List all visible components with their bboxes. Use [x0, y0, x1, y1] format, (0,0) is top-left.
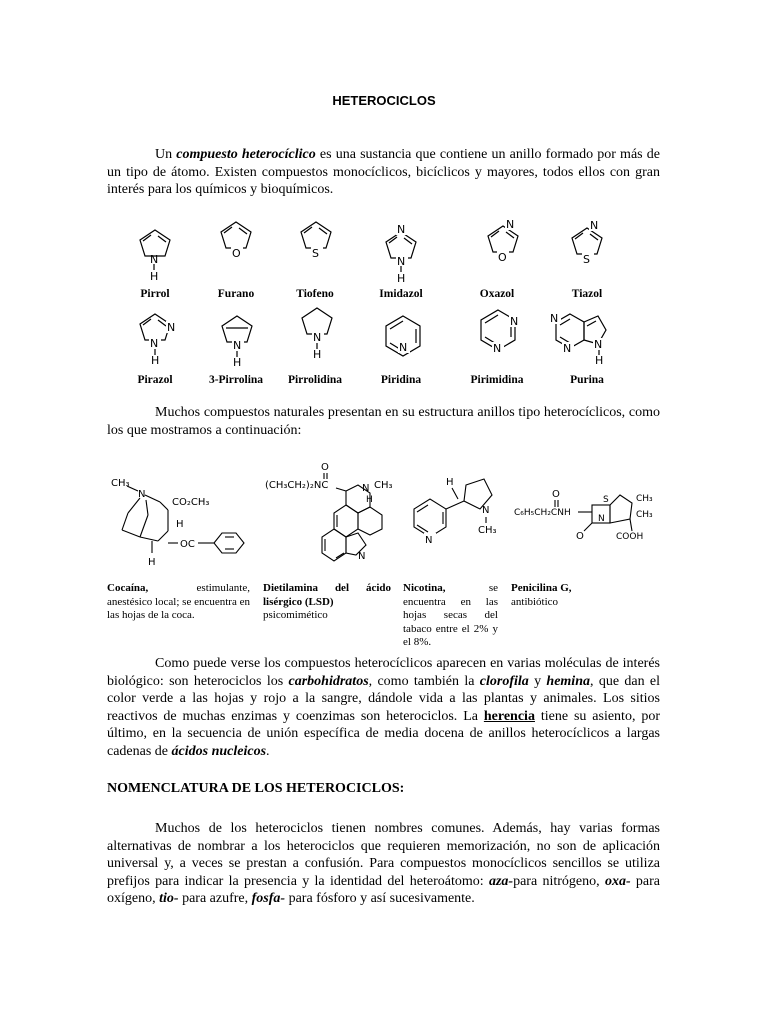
nicotina-caption	[403, 582, 498, 650]
oxazol-n-atom: N	[506, 218, 515, 231]
purina-n-atom-1: N	[550, 312, 559, 325]
purina-structure	[549, 312, 606, 367]
prefix-oxa: oxa-	[604, 873, 631, 889]
caption-name: Penicilina G,	[511, 582, 572, 594]
penicilina-ch3-label-2: CH₃	[636, 510, 653, 520]
ring-label: Tiofeno	[296, 288, 334, 300]
pirrolidina-n-atom: N	[313, 331, 322, 344]
lsd-o-atom: O	[321, 462, 329, 473]
pirrol-h-atom: H	[150, 270, 159, 283]
page-title: HETEROCICLOS	[332, 93, 436, 108]
cocaina-caption	[107, 582, 250, 623]
nicotina-ch3-label: CH₃	[478, 525, 497, 536]
lsd-ch3-label: CH₃	[374, 480, 393, 491]
cocaina-ester-label: OC	[180, 539, 195, 550]
pirrolidina-h-atom: H	[313, 348, 322, 361]
nomen-text: para oxígeno,	[107, 873, 661, 906]
heterocycle-rings-figure	[0, 0, 768, 400]
ring-label: 3-Pirrolina	[208, 374, 264, 386]
prefix-aza: aza-	[488, 873, 514, 889]
cocaina-h-atom-1: H	[176, 519, 184, 530]
pirrolidina-structure	[302, 308, 332, 361]
piridina-n-atom: N	[399, 341, 408, 354]
lsd-n-atom-1: N	[362, 483, 370, 494]
bio-term-carbohidratos: carbohidratos	[288, 673, 369, 689]
cocaina-n-atom: N	[138, 489, 146, 500]
ring-label: Pirimidina	[470, 374, 524, 386]
ring-label: Pirrol	[140, 288, 170, 300]
caption-text: psicomimético	[263, 609, 328, 622]
tiazol-structure	[572, 219, 602, 266]
bio-term-hemina: hemina	[546, 673, 590, 689]
tiazol-s-atom: S	[583, 253, 590, 266]
bio-term-herencia: herencia	[483, 708, 535, 724]
natural-compounds-figure	[0, 455, 768, 580]
ring-label: Purina	[570, 374, 604, 386]
piridina-structure	[386, 316, 420, 356]
bio-text: tiene su asiento, por último, en la secuencia de unión específica de media docena de anillos heterocíclicos a largas cadenas de	[107, 708, 661, 759]
cocaina-co2ch3-label: CO₂CH₃	[172, 497, 210, 508]
tiofeno-structure	[301, 222, 331, 260]
imidazol-n-atom-2: N	[397, 255, 406, 268]
lsd-h-atom: H	[366, 495, 373, 505]
ring-label: Piridina	[380, 374, 422, 386]
penicilina-cooh-label: COOH	[616, 532, 644, 542]
natural-compounds-paragraph	[107, 404, 660, 439]
nicotina-h-atom: H	[446, 477, 454, 488]
pirimidina-n-atom-2: N	[493, 342, 502, 355]
caption-name: Nicotina,	[403, 582, 446, 594]
bio-text: , como también la	[368, 673, 480, 689]
nicotina-n-atom-2: N	[425, 535, 433, 546]
pirimidina-structure	[481, 310, 521, 355]
furano-o-atom: O	[232, 247, 241, 260]
bio-term-clorofila: clorofila	[479, 673, 529, 689]
ring-label: Pirrolidina	[287, 374, 343, 386]
purina-n-atom-2: N	[563, 342, 572, 355]
nomen-text: para azufre,	[178, 891, 252, 906]
nicotina-structure	[414, 477, 497, 546]
purina-h-atom: H	[595, 354, 604, 367]
imidazol-h-atom: H	[397, 272, 406, 285]
caption-name: Dietilamina del ácido lisérgico (LSD)	[263, 582, 391, 608]
penicilina-o-atom-1: O	[552, 489, 560, 500]
natural-compounds-text: Muchos compuestos naturales presentan en su estructura anillos tipo heterocíclicos, como los que mostramos a continuación:	[107, 405, 660, 438]
lsd-caption	[263, 582, 391, 623]
tiofeno-s-atom: S	[312, 247, 319, 260]
lsd-structure	[265, 462, 393, 562]
intro-text-1: Un	[155, 147, 177, 162]
3-pirrolina-h-atom: H	[233, 356, 242, 369]
bio-text: .	[266, 743, 270, 759]
furano-structure	[221, 222, 251, 260]
caption-text: estimulante, anestésico local; se encuentra en las hojas de la coca.	[107, 582, 250, 622]
caption-text: antibiótico	[511, 595, 559, 608]
ring-label: Tiazol	[571, 288, 603, 300]
pirazol-h-atom: H	[151, 354, 160, 367]
penicilina-o-atom-2: O	[576, 531, 584, 542]
cocaina-structure	[111, 478, 244, 568]
tiazol-n-atom: N	[590, 219, 599, 232]
bio-text: y	[528, 673, 547, 689]
prefix-fosfa: fosfa-	[251, 891, 286, 906]
bio-text: , que dan el color verde a las hojas y rojo a la sangre, dándole vida a las plantas y animales. Los sitios reactivos de muchas enzimas y coenzimas son heterociclos. La	[107, 673, 661, 724]
pirrol-structure	[140, 230, 170, 283]
imidazol-n-atom-1: N	[397, 223, 406, 236]
bio-term-acidos-nucleicos: ácidos nucleicos	[171, 743, 267, 759]
nomen-text: para fósforo y así sucesivamente.	[285, 891, 475, 906]
penicilina-structure	[514, 489, 653, 542]
caption-name: Cocaína,	[107, 582, 149, 594]
3-pirrolina-n-atom: N	[233, 339, 242, 352]
penicilina-c6h5-label: C₆H₅CH₂CNH	[514, 508, 571, 518]
cocaina-ch3-label: CH₃	[111, 478, 130, 489]
penicilina-n-atom: N	[598, 514, 605, 524]
nicotina-n-atom-1: N	[482, 505, 490, 516]
pirazol-n-atom-1: N	[167, 321, 176, 334]
lsd-n-atom-2: N	[358, 551, 366, 562]
3-pirrolina-structure	[222, 316, 252, 369]
pirimidina-n-atom-1: N	[510, 315, 519, 328]
purina-n-atom-3: N	[594, 338, 603, 351]
pirrol-n-atom: N	[150, 253, 159, 266]
ring-label: Furano	[217, 288, 255, 300]
caption-text: se encuentra en las hojas secas del tabaco entre el 2% y el 8%.	[403, 582, 498, 649]
penicilina-s-atom: S	[603, 495, 609, 505]
lsd-diethylamide-label: (CH₃CH₂)₂NC	[265, 480, 329, 491]
oxazol-structure	[488, 218, 518, 264]
ring-label: Imidazol	[379, 288, 423, 300]
pirazol-structure	[140, 314, 178, 367]
nomen-text: Muchos de los heterociclos tienen nombres comunes. Además, hay varias formas alternativas de nombrar a los heterociclos que requieren memorización, no son de aplicación universal y, a veces se prestan a confusión. Para compuestos monocíclicos sencillos se utiliza prefijos para indicar la presencia y la identidad del heteroátomo:	[107, 821, 660, 889]
biological-interest-paragraph	[107, 655, 660, 760]
penicilina-ch3-label-1: CH₃	[636, 494, 653, 504]
ring-label: Pirazol	[137, 374, 173, 386]
bio-text: Como puede verse los compuestos heterocíclicos aparecen en varias moléculas de interés biológico: son heterociclos los	[107, 656, 660, 689]
cocaina-h-atom-2: H	[148, 557, 156, 568]
nomen-text: para nitrógeno,	[513, 873, 605, 889]
pirazol-n-atom-2: N	[150, 337, 159, 350]
intro-term: compuesto heterocíclico	[176, 147, 316, 162]
oxazol-o-atom: O	[498, 251, 507, 264]
intro-text-2: es una sustancia que contiene un anillo formado por más de un tipo de átomo. Existen compuestos monocíclicos, bicíclicos y mayores, todos ellos con gran interés para los químicos y bioquímicos.	[107, 147, 660, 197]
prefix-tio: tio-	[159, 891, 179, 906]
nomenclature-paragraph	[107, 820, 660, 908]
penicilina-caption	[511, 582, 631, 609]
imidazol-structure	[386, 223, 416, 285]
ring-label: Oxazol	[479, 288, 515, 300]
section-heading: NOMENCLATURA DE LOS HETEROCICLOS:	[107, 781, 405, 796]
